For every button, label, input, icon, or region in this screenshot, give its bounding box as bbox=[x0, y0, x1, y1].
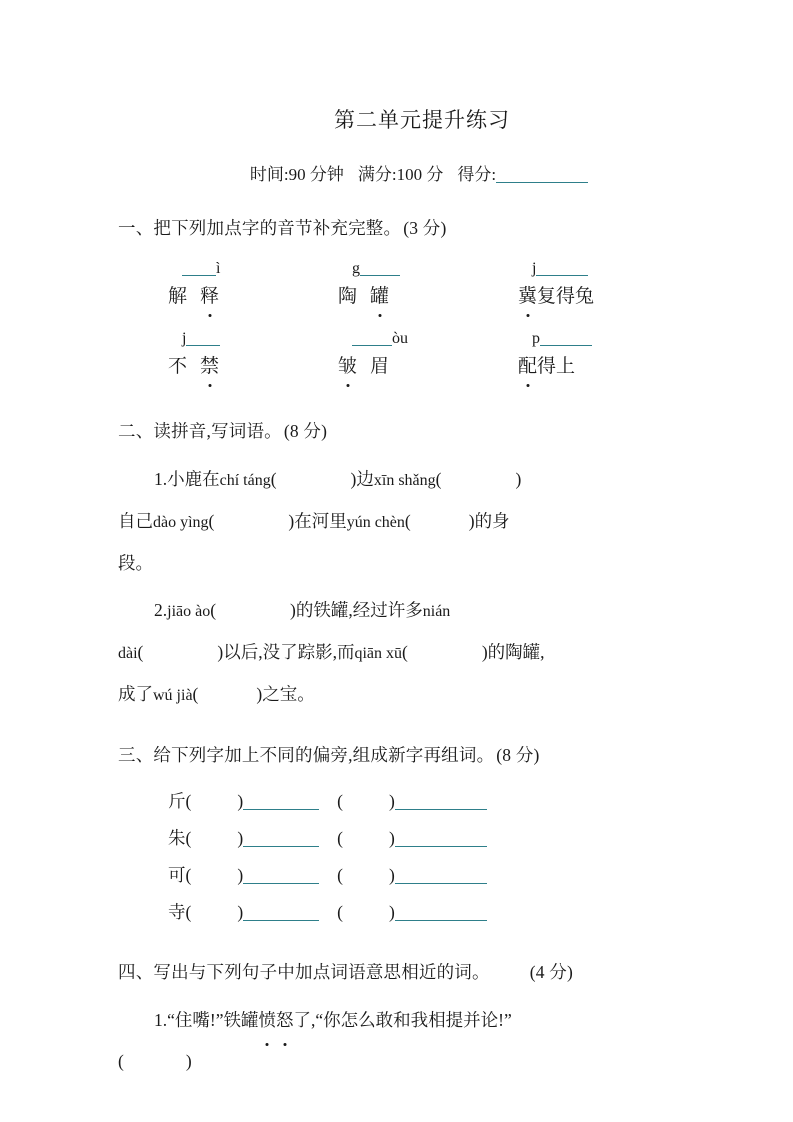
question-text: 了,“你怎么敢和我相提并论!” bbox=[293, 1010, 512, 1030]
pinyin-cue: dài bbox=[118, 645, 138, 662]
pinyin-hint bbox=[168, 326, 220, 352]
quoted-speech: “住嘴!” bbox=[167, 1010, 224, 1030]
section-4-title: 四、写出与下列句子中加点词语意思相近的词。 bbox=[118, 962, 490, 982]
section-1-title: 一、把下列加点字的音节补充完整。 bbox=[118, 218, 402, 238]
pinyin-blank[interactable] bbox=[182, 275, 216, 276]
question-text: 成了 bbox=[118, 684, 153, 704]
answer-paren-line bbox=[118, 1041, 698, 1082]
pinyin-cue: nián bbox=[422, 603, 451, 620]
word-blank[interactable] bbox=[243, 883, 319, 884]
item-number: 1. bbox=[154, 469, 168, 489]
section-4-points: (4 分) bbox=[529, 962, 573, 982]
section-2-points: (8 分) bbox=[283, 421, 328, 441]
pinyin-hint bbox=[338, 326, 408, 352]
score-label: 得分: bbox=[457, 165, 497, 184]
pinyin-hint bbox=[518, 326, 592, 352]
pinyin-blank[interactable] bbox=[352, 345, 392, 346]
pinyin-item bbox=[338, 256, 518, 312]
section-1-points: (3 分) bbox=[403, 218, 447, 238]
pinyin-cue: wú jià bbox=[153, 687, 193, 704]
pinyin-blank[interactable] bbox=[186, 345, 220, 346]
exam-meta bbox=[118, 160, 698, 185]
question-text: 小鹿在 bbox=[167, 469, 220, 489]
score-blank-field[interactable] bbox=[496, 182, 588, 183]
question-text: 的铁罐,经过许多 bbox=[295, 600, 423, 620]
pinyin-cue: yún chèn bbox=[346, 514, 405, 531]
pinyin-prefix: g bbox=[352, 260, 360, 277]
question-text: 的陶罐, bbox=[487, 642, 545, 662]
section-3-title: 三、给下列字加上不同的偏旁,组成新字再组词。 bbox=[118, 745, 495, 765]
pinyin-word: 不 禁 bbox=[168, 352, 219, 382]
pinyin-word: 陶 罐 bbox=[338, 282, 389, 312]
base-character: 斤 bbox=[168, 791, 186, 811]
pinyin-prefix: j bbox=[182, 330, 187, 347]
question-text: 段。 bbox=[118, 553, 153, 573]
pinyin-item bbox=[518, 256, 594, 312]
pinyin-blank[interactable] bbox=[536, 275, 588, 276]
pinyin-prefix: j bbox=[532, 260, 537, 277]
question-text: 以后,没了踪影,而 bbox=[223, 642, 355, 662]
section-2-body bbox=[118, 459, 698, 716]
pinyin-blank[interactable] bbox=[540, 345, 592, 346]
pinyin-item bbox=[168, 256, 338, 312]
section-3-heading bbox=[118, 742, 698, 767]
pinyin-prefix: p bbox=[532, 330, 540, 347]
pinyin-cue: dào yìng bbox=[153, 514, 209, 531]
radical-row: 斤( ) ( ) bbox=[118, 783, 698, 820]
pinyin-item bbox=[518, 326, 592, 382]
word-blank[interactable] bbox=[243, 846, 319, 847]
dotted-word-char: 怒 bbox=[276, 1000, 294, 1041]
radical-row: 朱( ) ( ) bbox=[118, 820, 698, 857]
pinyin-cue: xīn shǎng bbox=[373, 472, 436, 489]
question-line: dài( )以后,没了踪影,而qiān xū( )的陶罐, bbox=[118, 642, 545, 662]
word-blank[interactable] bbox=[395, 846, 487, 847]
question-line: 1.小鹿在chí táng( )边xīn shǎng( ) bbox=[154, 469, 522, 489]
section-2-title: 二、读拼音,写词语。 bbox=[118, 421, 282, 441]
pinyin-word: 配得上 bbox=[518, 352, 575, 382]
section-1-body bbox=[118, 256, 698, 382]
question-text: 铁罐 bbox=[223, 1010, 259, 1030]
exam-time: 时间:90 分钟 bbox=[249, 165, 344, 184]
question-text: 之宝。 bbox=[262, 684, 315, 704]
pinyin-word: 皱 眉 bbox=[338, 352, 389, 382]
question-line bbox=[118, 543, 698, 584]
pinyin-cue: jiāo ào bbox=[167, 603, 211, 620]
word-blank[interactable] bbox=[243, 920, 319, 921]
pinyin-row bbox=[168, 256, 698, 312]
section-3-points: (8 分) bbox=[496, 745, 540, 765]
base-character: 寺 bbox=[168, 902, 186, 922]
pinyin-item bbox=[168, 326, 338, 382]
pinyin-blank[interactable] bbox=[360, 275, 400, 276]
section-1-heading bbox=[118, 215, 698, 240]
answer-paren-open: ( bbox=[118, 1051, 124, 1071]
section-2-heading bbox=[118, 418, 698, 443]
word-blank[interactable] bbox=[395, 920, 487, 921]
question-text: 自己 bbox=[118, 511, 153, 531]
pinyin-suffix: ì bbox=[216, 260, 221, 277]
page-title: 第二单元提升练习 bbox=[334, 108, 510, 132]
question-line: 成了wú jià( )之宝。 bbox=[118, 684, 315, 704]
question-text: 在河里 bbox=[294, 511, 347, 531]
pinyin-hint bbox=[518, 256, 588, 282]
word-blank[interactable] bbox=[395, 883, 487, 884]
question-text: 边 bbox=[356, 469, 374, 489]
dotted-word-char: 愤 bbox=[259, 1000, 277, 1041]
section-4-body bbox=[118, 1000, 698, 1082]
pinyin-word: 冀复得兔 bbox=[518, 282, 594, 312]
section-3-body bbox=[118, 783, 698, 931]
section-4-heading bbox=[118, 959, 698, 984]
answer-paren-close: ) bbox=[185, 1051, 192, 1071]
pinyin-cue: chí táng bbox=[219, 472, 271, 489]
pinyin-row bbox=[168, 326, 698, 382]
base-character: 朱 bbox=[168, 828, 186, 848]
exam-total-score: 满分:100 分 bbox=[357, 165, 444, 184]
pinyin-item bbox=[338, 326, 518, 382]
item-number: 1. bbox=[154, 1010, 168, 1030]
question-text: 的身 bbox=[474, 511, 510, 531]
pinyin-cue: qiān xū bbox=[354, 645, 402, 662]
item-number: 2. bbox=[154, 600, 168, 620]
radical-row: 可( ) ( ) bbox=[118, 857, 698, 894]
pinyin-hint bbox=[168, 256, 220, 282]
question-line bbox=[118, 1000, 698, 1041]
pinyin-suffix: òu bbox=[392, 330, 408, 347]
pinyin-word: 解 释 bbox=[168, 282, 219, 312]
word-blank[interactable] bbox=[395, 809, 487, 810]
question-line: 2.jiāo ào( )的铁罐,经过许多nián bbox=[154, 600, 451, 620]
pinyin-hint bbox=[338, 256, 400, 282]
word-blank[interactable] bbox=[243, 809, 319, 810]
question-line: 自己dào yìng( )在河里yún chèn( )的身 bbox=[118, 511, 510, 531]
base-character: 可 bbox=[168, 865, 186, 885]
radical-row: 寺( ) ( ) bbox=[118, 894, 698, 931]
